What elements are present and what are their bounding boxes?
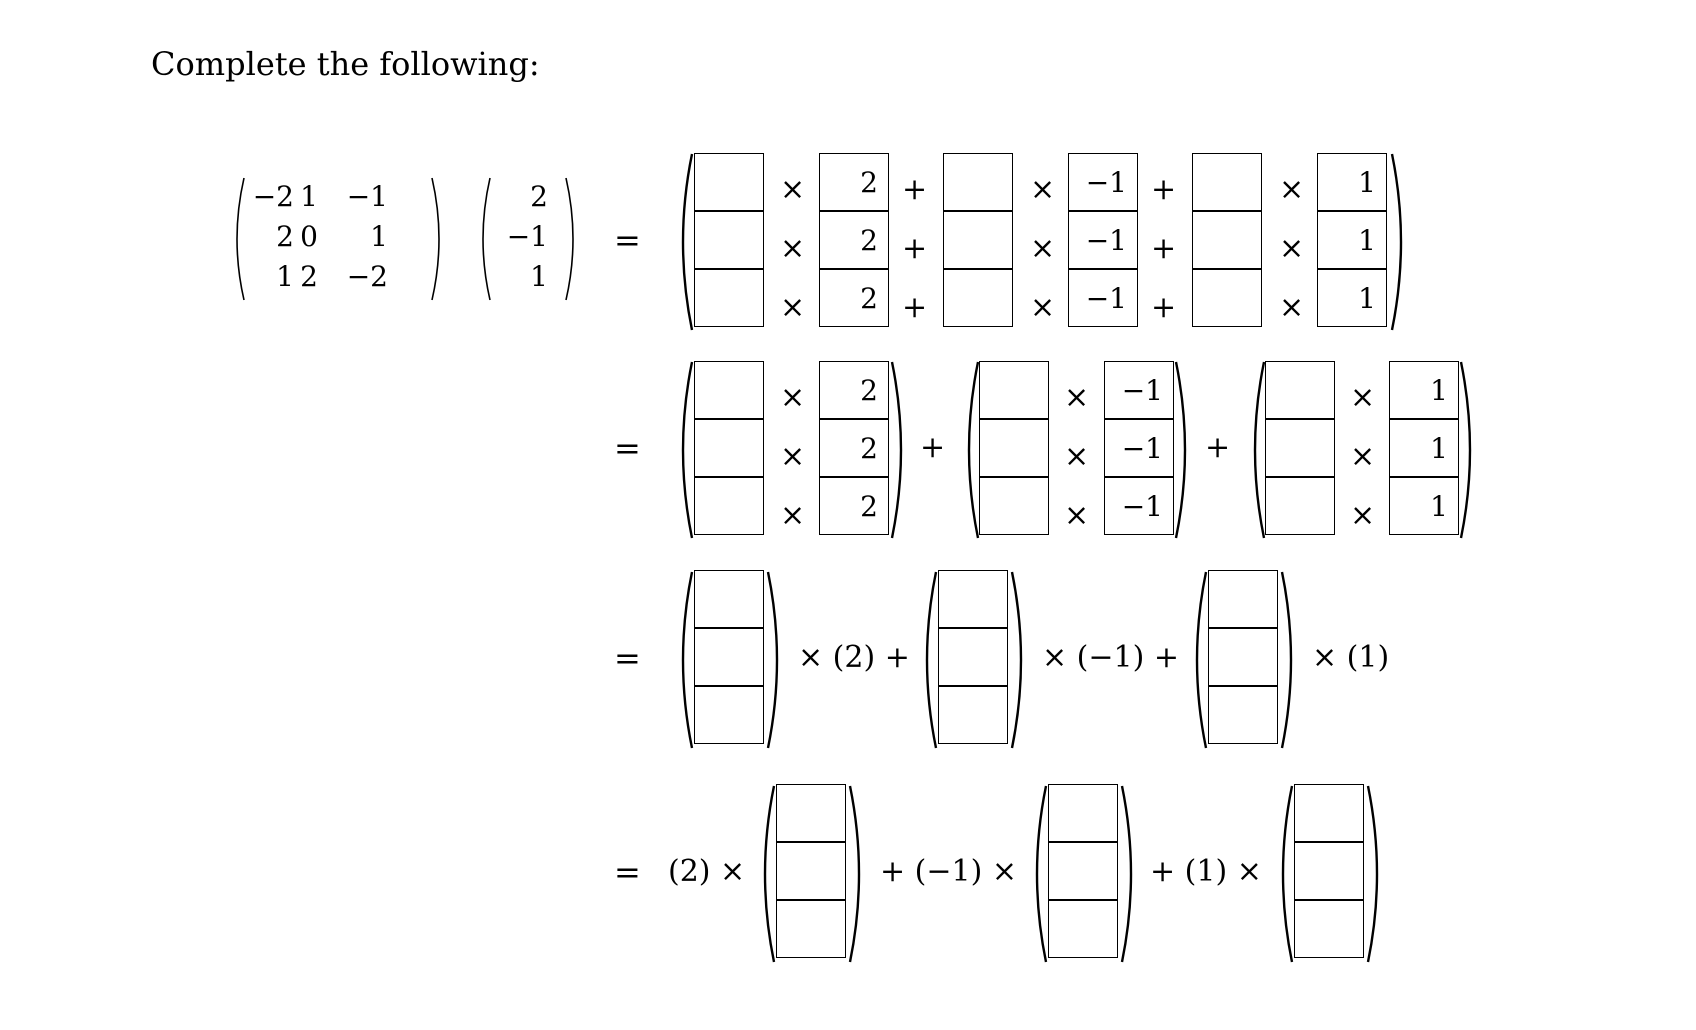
coefficient-box: 2 [819,419,889,477]
answer-box[interactable] [1192,269,1262,327]
answer-box[interactable] [1048,900,1118,958]
times-sign: × [780,498,806,533]
times-sign: × [780,290,806,325]
vector-x-cell: 2 [530,180,548,213]
big-left-paren [674,570,696,750]
big-right-paren [1278,570,1300,750]
scalar-factor: × (2) + [798,640,910,675]
answer-box[interactable] [1265,477,1335,535]
answer-box[interactable] [776,784,846,842]
answer-box[interactable] [776,842,846,900]
matrix-a-cell: 0 [300,220,318,253]
coefficient-box: 2 [819,211,889,269]
answer-box[interactable] [1048,784,1118,842]
answer-box[interactable] [1265,361,1335,419]
times-sign: × [1350,439,1376,474]
answer-box[interactable] [979,477,1049,535]
big-left-paren [674,360,696,540]
answer-box[interactable] [943,153,1013,211]
answer-box[interactable] [1048,842,1118,900]
big-right-paren [764,570,786,750]
scalar-factor: × (−1) + [1042,640,1179,675]
big-left-paren [756,784,778,964]
plus-sign: + [902,290,928,325]
matrix-a-cell: 2 [276,220,294,253]
answer-box[interactable] [694,269,764,327]
equals-sign: = [614,221,641,259]
matrix-a-cell: 2 [300,260,318,293]
coefficient-box: 2 [819,269,889,327]
left-paren [474,176,494,302]
answer-box[interactable] [1294,842,1364,900]
vector-x-cell: −1 [506,220,548,253]
coefficient-box: −1 [1104,419,1174,477]
times-sign: × [1279,172,1305,207]
coefficient-box: 1 [1389,419,1459,477]
answer-box[interactable] [1294,900,1364,958]
equals-sign: = [614,853,641,891]
matrix-a-cell: 1 [370,220,388,253]
answer-box[interactable] [938,628,1008,686]
answer-box[interactable] [1208,686,1278,744]
times-sign: × [1350,380,1376,415]
vector-x-cell: 1 [530,260,548,293]
vector-x [474,176,584,302]
answer-box[interactable] [694,361,764,419]
coefficient-box: −1 [1104,477,1174,535]
big-right-paren [1118,784,1140,964]
coefficient-box: 2 [819,153,889,211]
times-sign: × [1279,231,1305,266]
scalar-factor: × (1) [1312,640,1390,675]
coefficient-box: 1 [1389,361,1459,419]
coefficient-box: 1 [1317,211,1387,269]
equals-sign: = [614,429,641,467]
answer-box[interactable] [979,361,1049,419]
times-sign: × [1350,498,1376,533]
coefficient-box: 1 [1317,269,1387,327]
coefficient-box: −1 [1068,269,1138,327]
scalar-factor: + (1) × [1150,854,1262,889]
times-sign: × [1064,380,1090,415]
big-right-paren [888,360,910,540]
answer-box[interactable] [943,211,1013,269]
times-sign: × [1030,290,1056,325]
answer-box[interactable] [694,686,764,744]
plus-sign: + [1151,231,1177,266]
big-left-paren [918,570,940,750]
coefficient-box: 2 [819,361,889,419]
big-right-paren [1457,360,1479,540]
times-sign: × [780,380,806,415]
coefficient-box: 1 [1317,153,1387,211]
answer-box[interactable] [694,211,764,269]
scalar-factor: + (−1) × [880,854,1017,889]
plus-sign: + [920,430,946,465]
big-right-paren [1008,570,1030,750]
big-left-paren [674,152,696,332]
big-right-paren [1172,360,1194,540]
matrix-a-cell: 1 [300,180,318,213]
times-sign: × [1064,498,1090,533]
coefficient-box: −1 [1068,211,1138,269]
answer-box[interactable] [694,419,764,477]
plus-sign: + [1151,172,1177,207]
times-sign: × [1279,290,1305,325]
answer-box[interactable] [938,570,1008,628]
answer-box[interactable] [979,419,1049,477]
answer-box[interactable] [694,153,764,211]
plus-sign: + [902,172,928,207]
coefficient-box: −1 [1068,153,1138,211]
answer-box[interactable] [1208,628,1278,686]
big-right-paren [846,784,868,964]
times-sign: × [780,231,806,266]
times-sign: × [780,172,806,207]
big-left-paren [1274,784,1296,964]
right-paren [428,176,448,302]
answer-box[interactable] [1265,419,1335,477]
plus-sign: + [1205,430,1231,465]
answer-box[interactable] [694,477,764,535]
answer-box[interactable] [694,570,764,628]
big-left-paren [1028,784,1050,964]
right-paren [562,176,582,302]
answer-box[interactable] [694,628,764,686]
matrix-a-cell: −1 [346,180,388,213]
times-sign: × [1030,172,1056,207]
plus-sign: + [1151,290,1177,325]
times-sign: × [1064,439,1090,474]
coefficient-box: 1 [1389,477,1459,535]
equals-sign: = [614,639,641,677]
matrix-a [228,176,448,302]
plus-sign: + [902,231,928,266]
times-sign: × [780,439,806,474]
answer-box[interactable] [1192,153,1262,211]
matrix-a-cell: −2 [346,260,388,293]
answer-box[interactable] [943,269,1013,327]
heading: Complete the following: [151,45,540,83]
answer-box[interactable] [1192,211,1262,269]
answer-box[interactable] [1208,570,1278,628]
big-right-paren [1364,784,1386,964]
coefficient-box: −1 [1104,361,1174,419]
big-right-paren [1388,152,1410,332]
coefficient-box: 2 [819,477,889,535]
matrix-a-cell: 1 [276,260,294,293]
answer-box[interactable] [938,686,1008,744]
scalar-factor: (2) × [668,854,746,889]
big-left-paren [1188,570,1210,750]
times-sign: × [1030,231,1056,266]
answer-box[interactable] [776,900,846,958]
answer-box[interactable] [1294,784,1364,842]
matrix-a-cell: −2 [252,180,294,213]
